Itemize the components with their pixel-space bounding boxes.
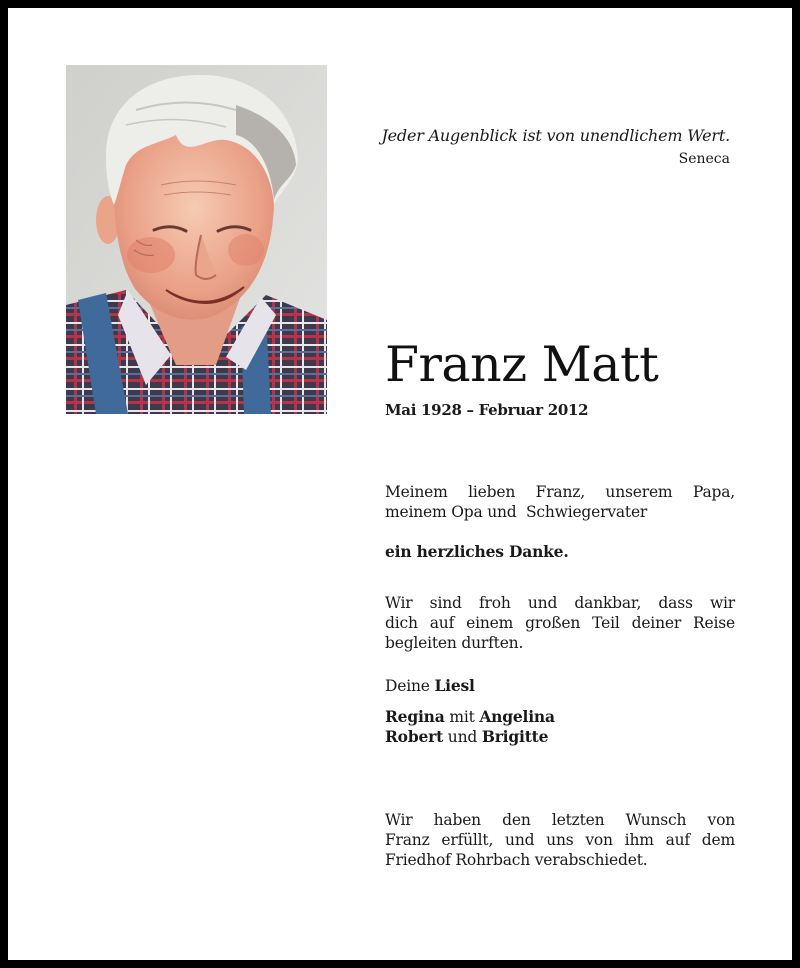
closing-line: Wir haben den letzten Wunsch von	[385, 811, 735, 829]
signature-prefix: Deine	[385, 677, 430, 695]
gratitude-line: begleiten durften.	[385, 634, 524, 652]
gratitude-line: Wir sind froh und dankbar, dass wir	[385, 594, 735, 612]
family-line	[385, 707, 735, 727]
closing-line: Franz erfüllt, und uns von ihm auf dem	[385, 831, 735, 849]
gratitude-paragraph	[385, 593, 735, 653]
portrait-illustration	[66, 65, 327, 414]
obituary-page	[8, 8, 792, 960]
portrait-photo	[66, 65, 327, 414]
gratitude-line: dich auf einem großen Teil deiner Reise	[385, 614, 735, 632]
family-name: Regina	[385, 707, 445, 726]
dedication-paragraph	[385, 482, 735, 522]
family-name: Robert	[385, 727, 444, 746]
family-name: Brigitte	[481, 727, 549, 746]
thanks-line: ein herzliches Danke.	[385, 542, 569, 561]
family-name: Angelina	[479, 707, 555, 726]
signature-line	[385, 676, 735, 696]
closing-paragraph	[385, 810, 735, 870]
family-joiner: und	[447, 728, 478, 746]
deceased-name: Franz Matt	[385, 336, 659, 393]
quote-block	[378, 125, 730, 169]
quote-text: Jeder Augenblick ist von unendlichem Wert.	[381, 126, 730, 145]
dedication-line: Meinem lieben Franz, unserem Papa,	[385, 483, 735, 501]
closing-line: Friedhof Rohrbach verabschiedet.	[385, 851, 648, 869]
family-names	[385, 707, 735, 747]
dedication-line: meinem Opa und Schwiegervater	[385, 503, 648, 521]
life-dates: Mai 1928 – Februar 2012	[385, 401, 589, 419]
family-joiner: mit	[449, 708, 475, 726]
family-line	[385, 727, 735, 747]
signature-name: Liesl	[434, 676, 475, 695]
quote-author: Seneca	[678, 151, 730, 167]
